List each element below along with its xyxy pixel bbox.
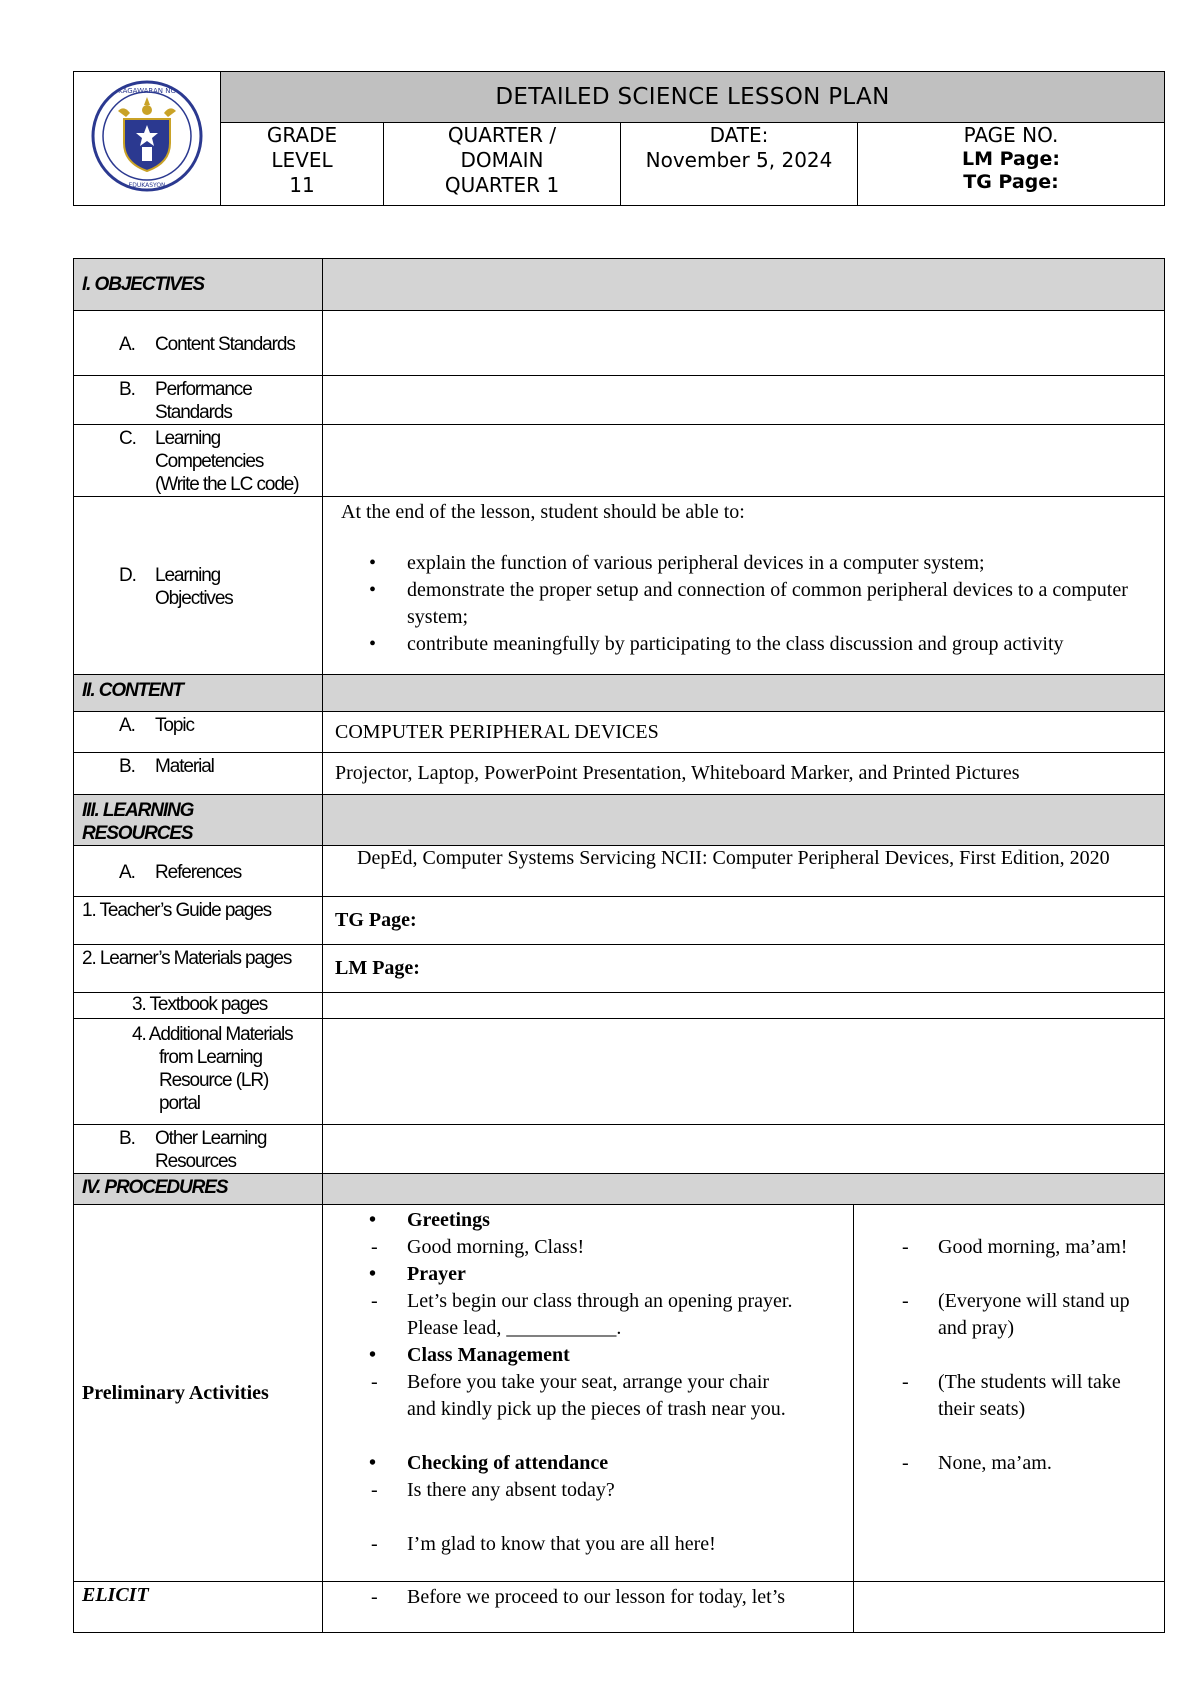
learning-objective-item: • explain the function of various peripheral devices in a computer system; [323, 550, 1164, 577]
learning-objectives-intro: At the end of the lesson, student should be able to: [341, 501, 745, 523]
class-management-title: • Class Management [323, 1342, 853, 1369]
content-heading: II. CONTENT [74, 675, 323, 712]
additional-materials-label: 4. Additional Materials [132, 1024, 293, 1045]
content-section-row [74, 675, 1165, 712]
material-label: Material [155, 756, 214, 777]
additional-materials-label-3: Resource (LR) [159, 1070, 269, 1091]
procedures-section-row [74, 1174, 1165, 1205]
date-label: DATE: [709, 123, 769, 147]
attendance-line: - Is there any absent today? [323, 1477, 853, 1504]
grade-level-label-2: LEVEL [271, 148, 333, 172]
grade-level-cell [221, 123, 384, 206]
references-row [74, 846, 1165, 897]
elicit-line: - Before we proceed to our lesson for today, let’s [323, 1584, 853, 1611]
learning-objectives-label-cell [74, 497, 323, 675]
preliminary-activities-row [74, 1205, 1165, 1582]
learning-objectives-list [323, 550, 1164, 658]
learning-competencies-label: Learning [155, 428, 221, 449]
learning-objective-item: • contribute meaningfully by participating to the class discussion and group activity [323, 631, 1164, 658]
procedures-heading: IV. PROCEDURES [74, 1174, 323, 1205]
content-standards-value [323, 311, 1165, 376]
quarter-label: QUARTER / [447, 123, 557, 147]
topic-label: Topic [155, 715, 194, 736]
response-seats: - (The students will take [854, 1369, 1164, 1396]
material-value: Projector, Laptop, PowerPoint Presentation, Whiteboard Marker, and Printed Pictures [323, 753, 1165, 795]
references-value: DepEd, Computer Systems Servicing NCII: Computer Peripheral Devices, First Edition, 2020 [323, 846, 1165, 897]
domain-label: DOMAIN [460, 148, 544, 172]
grade-level-value: 11 [289, 173, 315, 197]
content-standards-label-cell [74, 311, 323, 376]
learning-objectives-label: Learning [155, 564, 221, 586]
additional-materials-label-cell [74, 1019, 323, 1125]
lm-pages-label-cell [74, 945, 323, 993]
lm-page-label: LM Page: [962, 148, 1060, 170]
lesson-plan-header [73, 71, 1165, 206]
learning-competencies-label-cell [74, 425, 323, 497]
learning-objectives-letter: D. [119, 564, 136, 586]
resources-heading-blank [323, 795, 1165, 846]
content-standards-row [74, 311, 1165, 376]
preliminary-activities-label: Preliminary Activities [74, 1205, 323, 1582]
preliminary-activities-cell [323, 1205, 1165, 1582]
page-no-cell [858, 123, 1165, 206]
topic-letter: A. [119, 715, 135, 736]
resources-heading-2: RESOURCES [82, 823, 193, 844]
other-resources-label-2: Resources [155, 1151, 236, 1172]
lesson-plan-table [73, 258, 1165, 1633]
tg-pages-label-cell [74, 897, 323, 945]
other-resources-row [74, 1125, 1165, 1174]
prayer-title: • Prayer [323, 1261, 853, 1288]
references-letter: A. [119, 861, 135, 883]
other-resources-label: Other Learning [155, 1128, 267, 1149]
content-heading-blank [323, 675, 1165, 712]
references-label: References [155, 861, 242, 883]
learning-competencies-letter: C. [119, 428, 136, 449]
objectives-section-row [74, 259, 1165, 311]
learning-objectives-row [74, 497, 1165, 675]
date-cell [621, 123, 858, 206]
other-resources-label-cell [74, 1125, 323, 1174]
references-label-cell [74, 846, 323, 897]
performance-standards-value [323, 376, 1165, 425]
grade-level-label: GRADE [266, 123, 338, 147]
class-management-line: - Before you take your seat, arrange your chair [323, 1369, 853, 1396]
svg-text:KAGAWARAN NG: KAGAWARAN NG [118, 86, 176, 95]
deped-seal-icon [90, 79, 204, 193]
performance-standards-label-cell [74, 376, 323, 425]
response-seats-2: their seats) [938, 1398, 1026, 1420]
elicit-row [74, 1582, 1165, 1633]
greetings-line: - Good morning, Class! [323, 1234, 853, 1261]
lm-pages-label: 2. Learner’s Materials pages [82, 948, 292, 969]
learning-objectives-label-2: Objectives [155, 587, 233, 609]
prayer-line: - Let’s begin our class through an opening prayer. [323, 1288, 853, 1315]
tg-pages-value: TG Page: [323, 897, 1165, 945]
performance-standards-row [74, 376, 1165, 425]
additional-materials-row [74, 1019, 1165, 1125]
tg-pages-row [74, 897, 1165, 945]
resources-heading: III. LEARNING [82, 800, 194, 821]
class-management-line-2: and kindly pick up the pieces of trash near you. [407, 1398, 786, 1420]
content-standards-label: Content Standards [155, 333, 295, 355]
textbook-pages-label-cell [74, 993, 323, 1019]
tg-page-label: TG Page: [963, 171, 1059, 193]
quarter-value: QUARTER 1 [444, 173, 560, 197]
greetings-title: • Greetings [323, 1207, 853, 1234]
quarter-cell [384, 123, 621, 206]
svg-text:EDUKASYON: EDUKASYON [128, 181, 166, 189]
learning-competencies-row [74, 425, 1165, 497]
material-letter: B. [119, 756, 135, 777]
teacher-activity-column [323, 1205, 854, 1581]
textbook-pages-value [323, 993, 1165, 1019]
lm-pages-value: LM Page: [323, 945, 1165, 993]
textbook-pages-label: 3. Textbook pages [132, 994, 268, 1015]
elicit-cell [323, 1582, 1165, 1633]
material-label-cell [74, 753, 323, 795]
topic-label-cell [74, 712, 323, 753]
student-response-column [854, 1205, 1164, 1581]
additional-materials-value [323, 1019, 1165, 1125]
additional-materials-label-4: portal [159, 1093, 200, 1114]
topic-value: COMPUTER PERIPHERAL DEVICES [323, 712, 1165, 753]
elicit-response-column [854, 1582, 1164, 1632]
page-no-label: PAGE NO. [963, 123, 1059, 147]
additional-materials-label-2: from Learning [159, 1047, 262, 1068]
performance-standards-label-2: Standards [155, 402, 232, 423]
response-greeting: - Good morning, ma’am! [854, 1234, 1164, 1261]
lm-pages-row [74, 945, 1165, 993]
lesson-plan-title: DETAILED SCIENCE LESSON PLAN [221, 72, 1165, 123]
topic-row [74, 712, 1165, 753]
prayer-line-2: Please lead, ___________. [407, 1317, 622, 1339]
learning-objectives-value [323, 497, 1165, 675]
learning-competencies-value [323, 425, 1165, 497]
elicit-teacher-column [323, 1582, 854, 1632]
logo-cell [74, 72, 221, 206]
learning-competencies-label-3: (Write the LC code) [155, 474, 299, 495]
response-prayer: - (Everyone will stand up [854, 1288, 1164, 1315]
learning-objective-item: • demonstrate the proper setup and connection of common peripheral devices to a computer system; [323, 577, 1164, 631]
date-value: November 5, 2024 [645, 148, 833, 172]
resources-heading-cell [74, 795, 323, 846]
resources-section-row [74, 795, 1165, 846]
response-attendance: - None, ma’am. [854, 1450, 1164, 1477]
response-prayer-2: and pray) [938, 1317, 1015, 1339]
other-resources-letter: B. [119, 1128, 135, 1149]
material-row [74, 753, 1165, 795]
objectives-heading: I. OBJECTIVES [74, 259, 323, 311]
elicit-label: ELICIT [74, 1582, 323, 1633]
textbook-pages-row [74, 993, 1165, 1019]
learning-competencies-label-2: Competencies [155, 451, 264, 472]
attendance-title: • Checking of attendance [323, 1450, 853, 1477]
objectives-heading-blank [323, 259, 1165, 311]
performance-standards-letter: B. [119, 379, 135, 400]
tg-pages-label: 1. Teacher’s Guide pages [82, 900, 272, 921]
performance-standards-label: Performance [155, 379, 252, 400]
content-standards-letter: A. [119, 333, 135, 355]
procedures-heading-blank [323, 1174, 1165, 1205]
glad-line: - I’m glad to know that you are all here! [323, 1531, 853, 1558]
other-resources-value [323, 1125, 1165, 1174]
